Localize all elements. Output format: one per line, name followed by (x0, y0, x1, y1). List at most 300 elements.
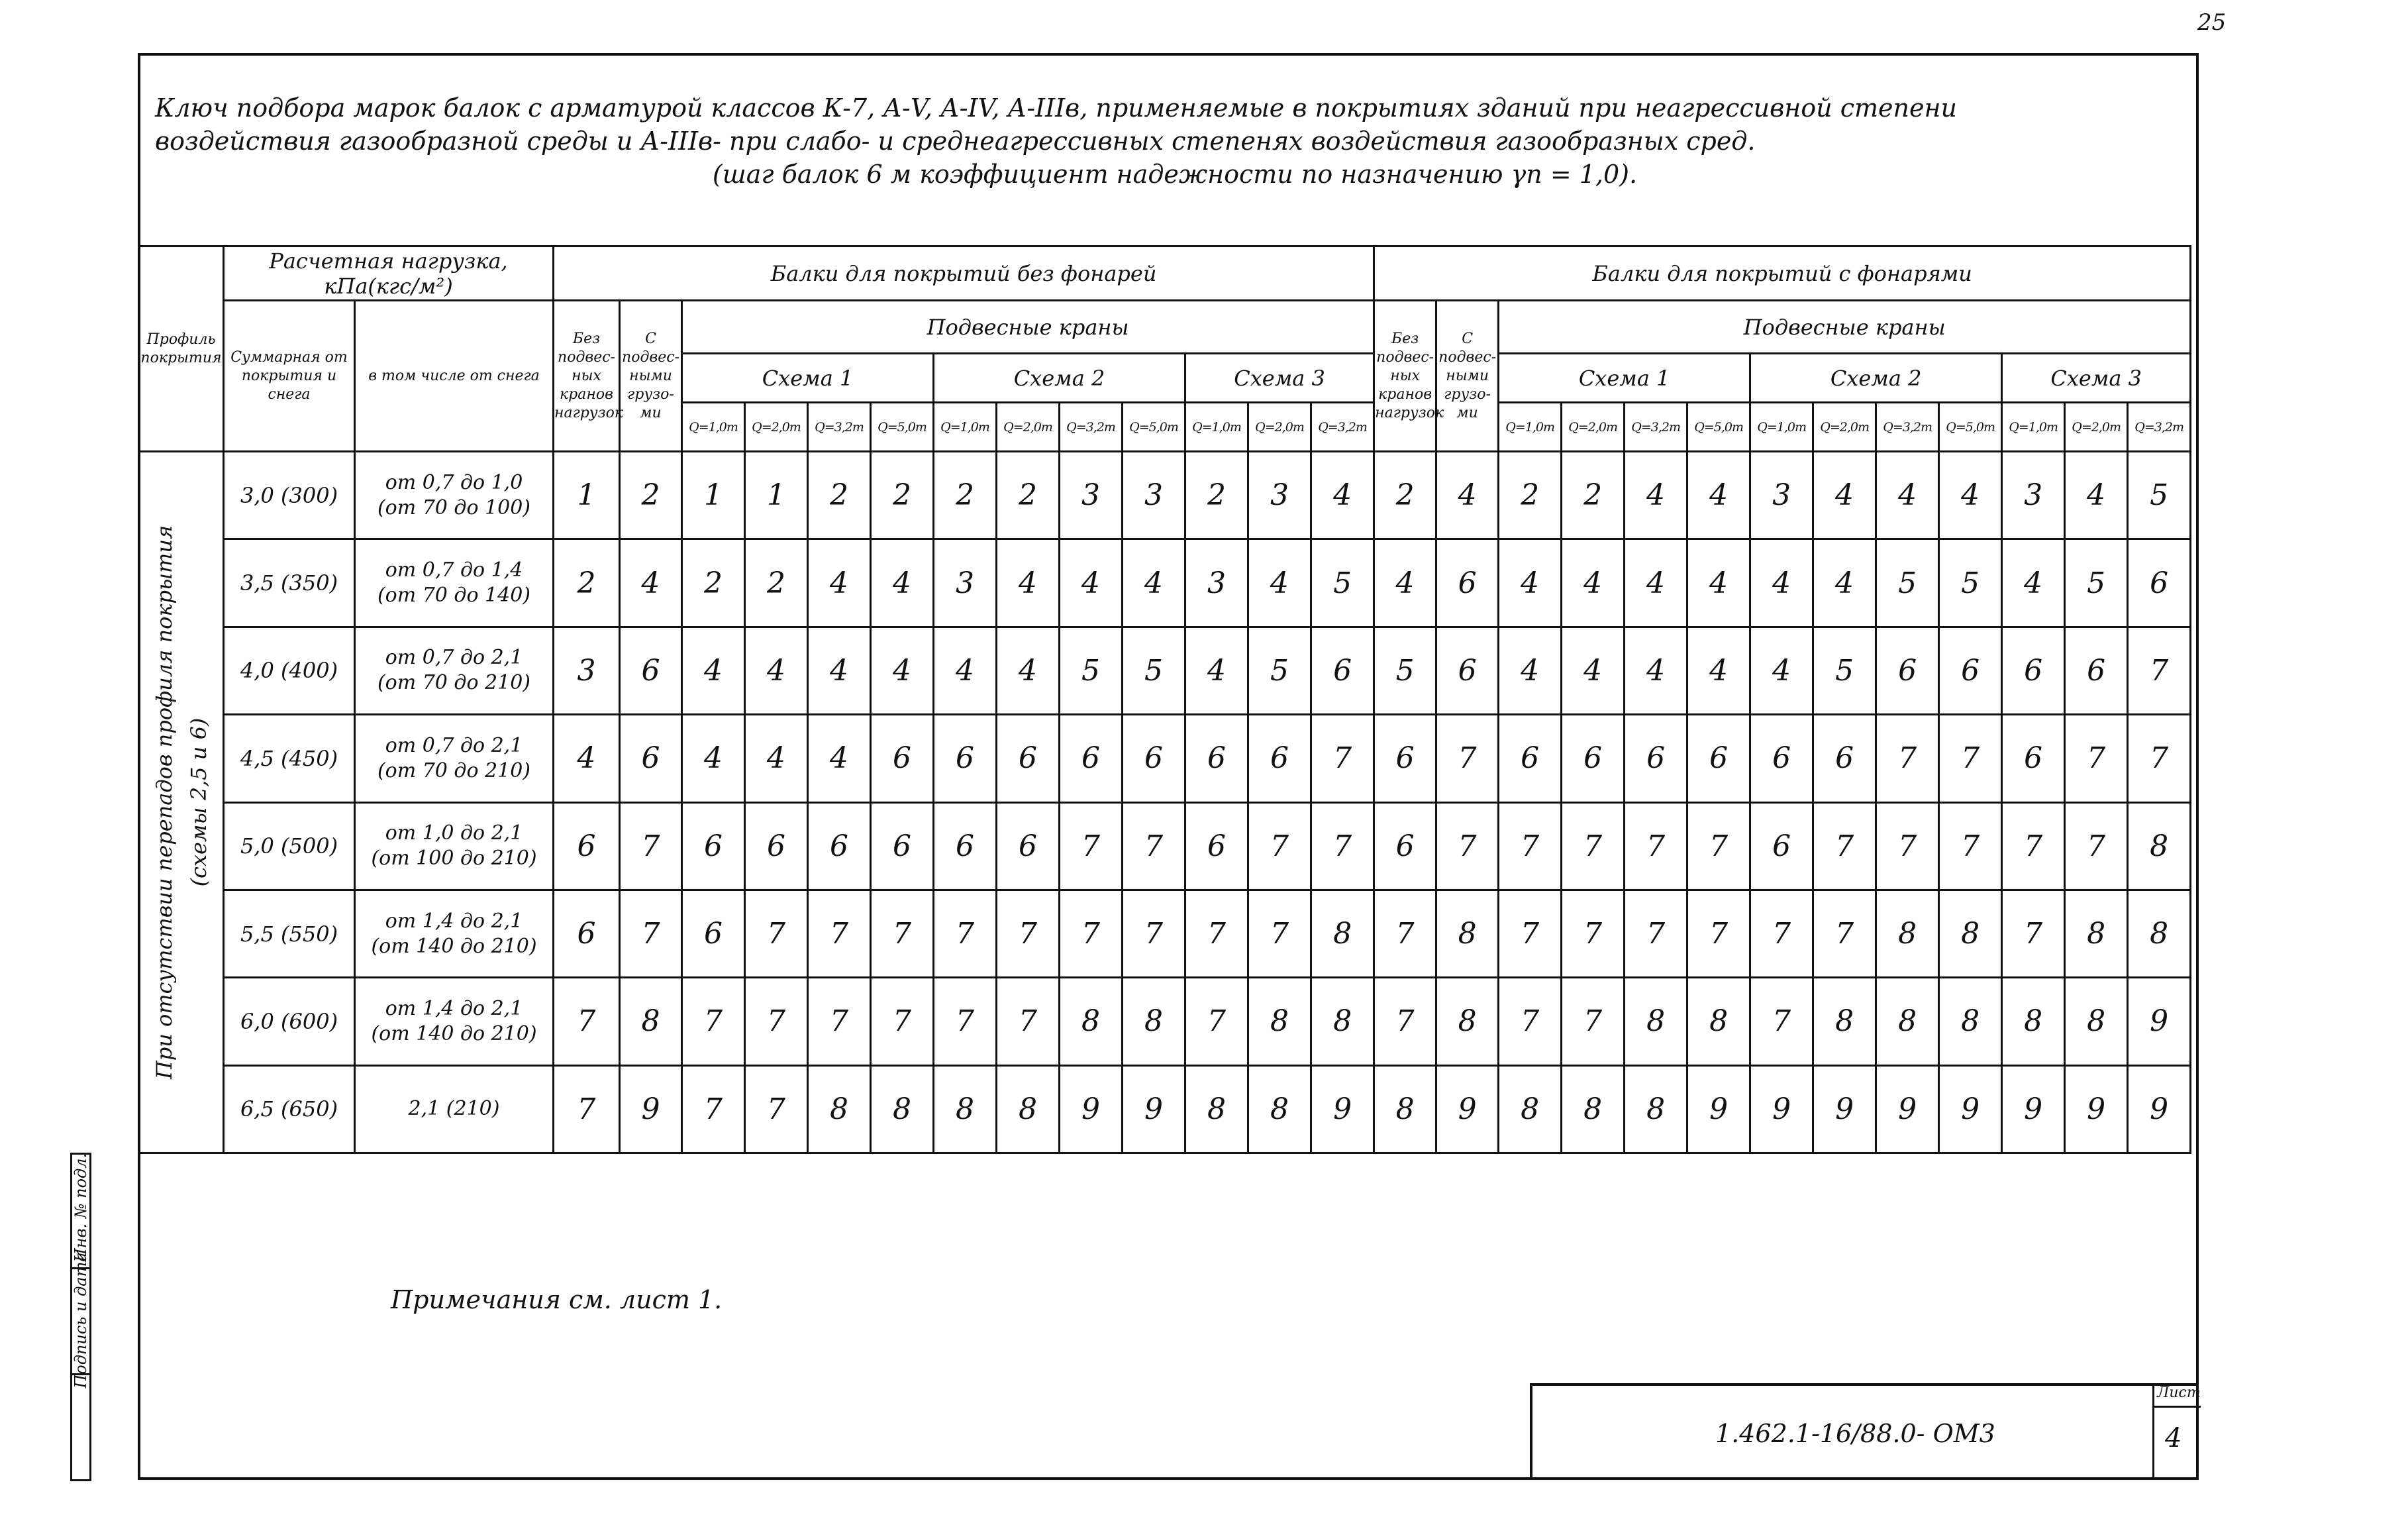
g1-schema-1-header: Схема 1 (682, 354, 934, 403)
beam-mark-cell: 7 (1939, 802, 2002, 890)
beam-mark-cell: 6 (1939, 627, 2002, 714)
beam-mark-cell: 6 (1436, 539, 1499, 627)
beam-mark-cell: 4 (1687, 539, 1750, 627)
side-stamp-signature: Подпись и дата (72, 1252, 90, 1388)
sheet-label: Лист (2157, 1385, 2201, 1401)
snow-load-range-kgf: (от 140 до 210) (371, 1021, 537, 1045)
beam-mark-cell: 8 (1813, 978, 1876, 1065)
page-number: 25 (2197, 9, 2227, 36)
beam-mark-cell: 7 (1562, 802, 1625, 890)
beam-mark-cell: 2 (934, 452, 997, 539)
beam-mark-cell: 6 (620, 627, 682, 714)
capacity-header: Q=3,2т (1311, 403, 1374, 452)
beam-mark-cell: 7 (620, 802, 682, 890)
beam-mark-cell: 6 (1374, 715, 1436, 802)
beam-mark-cell: 8 (1185, 1065, 1248, 1153)
capacity-header: Q=1,0т (1185, 403, 1248, 452)
beam-mark-cell: 2 (620, 452, 682, 539)
capacity-header: Q=2,0т (1248, 403, 1311, 452)
beam-mark-cell: 8 (1562, 1065, 1625, 1153)
table-row (139, 1065, 2191, 1153)
beam-mark-cell: 1 (682, 452, 745, 539)
beam-mark-cell: 6 (554, 890, 620, 977)
beam-mark-cell: 7 (1625, 890, 1687, 977)
beam-mark-cell: 7 (2128, 715, 2191, 802)
beam-mark-cell: 5 (1813, 627, 1876, 714)
beam-mark-cell: 7 (745, 890, 808, 977)
sum-load-cell: 4,5 (450) (224, 715, 355, 802)
beam-mark-cell: 4 (1813, 452, 1876, 539)
table-row (139, 802, 2191, 890)
beam-mark-cell: 4 (871, 627, 934, 714)
g1-schema-3-header: Схема 3 (1185, 354, 1374, 403)
beam-mark-cell: 3 (1185, 539, 1248, 627)
beam-mark-cell: 7 (1939, 715, 2002, 802)
beam-mark-cell: 7 (620, 890, 682, 977)
beam-mark-cell: 8 (997, 1065, 1060, 1153)
beam-mark-cell: 6 (997, 715, 1060, 802)
table-row (139, 452, 2191, 539)
g2-cranes-header: Подвесные краны (1499, 301, 2191, 354)
beam-mark-cell: 4 (1625, 452, 1687, 539)
beam-mark-cell: 4 (1750, 539, 1813, 627)
beam-mark-cell: 8 (1876, 978, 1939, 1065)
beam-mark-cell: 4 (682, 627, 745, 714)
beam-mark-cell: 4 (934, 627, 997, 714)
beam-mark-cell: 8 (2002, 978, 2065, 1065)
snow-load-cell (355, 539, 554, 627)
beam-mark-cell: 7 (2128, 627, 2191, 714)
beam-mark-cell: 5 (1123, 627, 1185, 714)
snow-load-cell (355, 715, 554, 802)
beam-mark-cell: 6 (2002, 715, 2065, 802)
sum-load-cell: 5,0 (500) (224, 802, 355, 890)
beam-mark-cell: 5 (2128, 452, 2191, 539)
g2-no-crane-header: Без подвес- ных кранов нагрузок (1374, 301, 1436, 452)
beam-mark-cell: 8 (1311, 978, 1374, 1065)
capacity-header: Q=5,0т (871, 403, 934, 452)
beam-mark-cell: 4 (1625, 627, 1687, 714)
sum-load-cell: 6,5 (650) (224, 1065, 355, 1153)
beam-mark-cell: 3 (1060, 452, 1123, 539)
snow-load-header: в том числе от снега (355, 301, 554, 452)
beam-mark-cell: 8 (1123, 978, 1185, 1065)
header-row-2 (139, 301, 2191, 354)
beam-mark-cell: 7 (1185, 890, 1248, 977)
beam-mark-cell: 4 (620, 539, 682, 627)
beam-mark-cell: 4 (1813, 539, 1876, 627)
beam-mark-cell: 7 (554, 978, 620, 1065)
beam-mark-cell: 8 (1876, 890, 1939, 977)
beam-mark-cell: 3 (2002, 452, 2065, 539)
snow-load-range: от 0,7 до 1,0 (385, 470, 523, 494)
beam-mark-cell: 7 (1436, 802, 1499, 890)
beam-mark-cell: 7 (1750, 978, 1813, 1065)
snow-load-range-kgf: (от 140 до 210) (371, 934, 537, 958)
beam-mark-cell: 7 (1876, 715, 1939, 802)
beam-mark-cell: 6 (745, 802, 808, 890)
beam-mark-cell: 4 (997, 539, 1060, 627)
notes-reference: Примечания см. лист 1. (391, 1285, 723, 1314)
beam-mark-cell: 1 (554, 452, 620, 539)
beam-mark-cell: 4 (1562, 539, 1625, 627)
capacity-header: Q=2,0т (997, 403, 1060, 452)
beam-mark-cell: 6 (1750, 802, 1813, 890)
beam-mark-cell: 8 (1248, 978, 1311, 1065)
beam-mark-cell: 9 (1813, 1065, 1876, 1153)
beam-mark-cell: 6 (1750, 715, 1813, 802)
beam-mark-cell: 7 (997, 978, 1060, 1065)
beam-mark-cell: 8 (2128, 802, 2191, 890)
capacity-header: Q=2,0т (2065, 403, 2128, 452)
capacity-header: Q=5,0т (1123, 403, 1185, 452)
beam-mark-cell: 2 (1374, 452, 1436, 539)
beam-mark-cell: 7 (808, 890, 871, 977)
beam-mark-cell: 8 (1436, 978, 1499, 1065)
beam-mark-cell: 6 (1499, 715, 1562, 802)
beam-mark-cell: 7 (1060, 890, 1123, 977)
beam-mark-cell: 9 (2065, 1065, 2128, 1153)
beam-mark-cell: 7 (1374, 890, 1436, 977)
beam-mark-cell: 3 (934, 539, 997, 627)
beam-mark-cell: 5 (1374, 627, 1436, 714)
beam-mark-cell: 5 (1876, 539, 1939, 627)
beam-mark-cell: 6 (682, 890, 745, 977)
beam-mark-cell: 4 (871, 539, 934, 627)
beam-mark-cell: 4 (808, 715, 871, 802)
beam-mark-cell: 3 (1123, 452, 1185, 539)
beam-mark-cell: 7 (871, 890, 934, 977)
snow-load-range: от 1,4 до 2,1 (385, 909, 523, 933)
beam-mark-cell: 9 (1687, 1065, 1750, 1153)
beam-mark-cell: 9 (1876, 1065, 1939, 1153)
beam-mark-cell: 6 (1687, 715, 1750, 802)
beam-mark-cell: 5 (1060, 627, 1123, 714)
beam-mark-cell: 8 (1499, 1065, 1562, 1153)
beam-mark-cell: 7 (1060, 802, 1123, 890)
snow-load-cell (355, 627, 554, 714)
g1-with-crane-header: С подвес- ными грузо- ми (620, 301, 682, 452)
beam-mark-cell: 6 (1436, 627, 1499, 714)
capacity-header: Q=5,0т (1939, 403, 2002, 452)
capacity-header: Q=2,0т (1813, 403, 1876, 452)
beam-mark-cell: 4 (1562, 627, 1625, 714)
sum-load-header: Суммарная от покрытия и снега (224, 301, 355, 452)
group-without-lanterns-header: Балки для покрытий без фонарей (554, 246, 1374, 301)
beam-mark-cell: 8 (2065, 890, 2128, 977)
beam-mark-cell: 7 (1499, 890, 1562, 977)
beam-mark-cell: 4 (1750, 627, 1813, 714)
g2-schema-2-header: Схема 2 (1750, 354, 2002, 403)
beam-mark-cell: 7 (745, 978, 808, 1065)
beam-mark-cell: 7 (1248, 802, 1311, 890)
beam-mark-cell: 6 (808, 802, 871, 890)
beam-mark-cell: 2 (1185, 452, 1248, 539)
beam-mark-cell: 9 (1939, 1065, 2002, 1153)
beam-mark-cell: 8 (808, 1065, 871, 1153)
beam-mark-cell: 7 (1436, 715, 1499, 802)
beam-mark-cell: 6 (2065, 627, 2128, 714)
beam-mark-cell: 8 (2065, 978, 2128, 1065)
profile-header: Профиль покрытия (139, 246, 224, 452)
beam-mark-cell: 8 (1374, 1065, 1436, 1153)
beam-mark-cell: 6 (997, 802, 1060, 890)
beam-mark-cell: 9 (1311, 1065, 1374, 1153)
capacity-header: Q=3,2т (2128, 403, 2191, 452)
title-line-1: Ключ подбора марок балок с арматурой классов К-7, А-V, А-IV, А-IIIв, применяемые в покрытиях зданий при неагрессивной степени (155, 93, 1957, 123)
beam-mark-cell: 7 (1813, 802, 1876, 890)
snow-load-cell (355, 978, 554, 1065)
beam-mark-cell: 2 (1562, 452, 1625, 539)
beam-mark-cell: 8 (1687, 978, 1750, 1065)
beam-mark-cell: 2 (871, 452, 934, 539)
sum-load-cell: 3,5 (350) (224, 539, 355, 627)
beam-mark-cell: 7 (808, 978, 871, 1065)
beam-mark-cell: 4 (1374, 539, 1436, 627)
beam-mark-cell: 6 (1876, 627, 1939, 714)
beam-mark-cell: 4 (1876, 452, 1939, 539)
beam-mark-cell: 6 (1625, 715, 1687, 802)
beam-mark-cell: 4 (1123, 539, 1185, 627)
table-row (139, 715, 2191, 802)
beam-mark-cell: 6 (871, 715, 934, 802)
beam-mark-cell: 5 (1311, 539, 1374, 627)
beam-mark-cell: 6 (1562, 715, 1625, 802)
beam-mark-cell: 8 (1060, 978, 1123, 1065)
beam-mark-cell: 8 (620, 978, 682, 1065)
beam-mark-cell: 6 (554, 802, 620, 890)
beam-mark-cell: 7 (1562, 890, 1625, 977)
beam-mark-cell: 4 (1436, 452, 1499, 539)
capacity-header: Q=2,0т (1562, 403, 1625, 452)
beam-mark-cell: 6 (934, 802, 997, 890)
snow-load-cell (355, 890, 554, 977)
beam-mark-cell: 8 (1436, 890, 1499, 977)
beam-mark-cell: 6 (1311, 627, 1374, 714)
snow-load-cell (355, 802, 554, 890)
beam-mark-cell: 6 (1185, 715, 1248, 802)
beam-mark-cell: 6 (2002, 627, 2065, 714)
beam-mark-cell: 7 (1876, 802, 1939, 890)
beam-mark-cell: 8 (1939, 890, 2002, 977)
beam-mark-cell: 6 (2128, 539, 2191, 627)
profile-cell (139, 452, 224, 1153)
document-code: 1.462.1-16/88.0- ОМ3 (1715, 1419, 1995, 1448)
beam-mark-cell: 4 (1939, 452, 2002, 539)
beam-mark-cell: 7 (1687, 890, 1750, 977)
g1-schema-2-header: Схема 2 (934, 354, 1185, 403)
beam-mark-cell: 9 (1060, 1065, 1123, 1153)
beam-mark-cell: 4 (554, 715, 620, 802)
table-row (139, 539, 2191, 627)
beam-mark-cell: 4 (1185, 627, 1248, 714)
beam-mark-cell: 6 (871, 802, 934, 890)
title-line-2: воздействия газообразной среды и А-IIIв- при слабо- и среднеагрессивных степенях воздействия газообразных сред. (155, 127, 1756, 156)
beam-mark-cell: 9 (2128, 978, 2191, 1065)
capacity-header: Q=3,2т (1876, 403, 1939, 452)
beam-mark-cell: 6 (682, 802, 745, 890)
beam-mark-cell: 7 (1123, 890, 1185, 977)
beam-mark-cell: 7 (1185, 978, 1248, 1065)
side-stamp-inv: Инв. № подл. (72, 1153, 90, 1263)
snow-load-range-kgf: (от 70 до 100) (377, 496, 531, 519)
beam-mark-cell: 4 (745, 715, 808, 802)
beam-mark-cell: 2 (997, 452, 1060, 539)
beam-mark-cell: 8 (1248, 1065, 1311, 1153)
beam-mark-cell: 9 (1750, 1065, 1813, 1153)
beam-mark-cell: 2 (745, 539, 808, 627)
capacity-header: Q=1,0т (1750, 403, 1813, 452)
beam-selection-table (138, 245, 2191, 1154)
beam-mark-cell: 6 (1123, 715, 1185, 802)
beam-mark-cell: 4 (1060, 539, 1123, 627)
beam-mark-cell: 7 (2002, 890, 2065, 977)
snow-load-range: от 0,7 до 2,1 (385, 646, 523, 670)
capacity-header: Q=1,0т (2002, 403, 2065, 452)
beam-mark-cell: 2 (808, 452, 871, 539)
group-with-lanterns-header: Балки для покрытий с фонарями (1374, 246, 2191, 301)
beam-mark-cell: 4 (1248, 539, 1311, 627)
beam-mark-cell: 7 (1248, 890, 1311, 977)
snow-load-cell (355, 452, 554, 539)
table-row (139, 978, 2191, 1065)
snow-load-range: 2,1 (210) (408, 1097, 500, 1121)
beam-mark-cell: 5 (1248, 627, 1311, 714)
sheet-divider (2154, 1406, 2201, 1408)
beam-mark-cell: 7 (1562, 978, 1625, 1065)
title-line-3: (шаг балок 6 м коэффициент надежности по назначению γn = 1,0). (712, 160, 1638, 189)
g1-no-crane-header: Без подвес- ных кранов нагрузок (554, 301, 620, 452)
snow-load-range: от 0,7 до 1,4 (385, 558, 523, 582)
beam-mark-cell: 7 (1374, 978, 1436, 1065)
beam-mark-cell: 4 (1687, 452, 1750, 539)
beam-mark-cell: 6 (1185, 802, 1248, 890)
beam-mark-cell: 4 (997, 627, 1060, 714)
beam-mark-cell: 4 (808, 627, 871, 714)
beam-mark-cell: 6 (1060, 715, 1123, 802)
snow-load-range-kgf: (от 70 до 210) (377, 758, 531, 782)
beam-mark-cell: 8 (871, 1065, 934, 1153)
beam-mark-cell: 7 (745, 1065, 808, 1153)
beam-mark-cell: 3 (1750, 452, 1813, 539)
beam-mark-cell: 7 (1750, 890, 1813, 977)
capacity-header: Q=2,0т (745, 403, 808, 452)
beam-mark-cell: 6 (1813, 715, 1876, 802)
beam-mark-cell: 2 (682, 539, 745, 627)
snow-load-range: от 1,4 до 2,1 (385, 996, 523, 1020)
beam-mark-cell: 6 (934, 715, 997, 802)
sum-load-cell: 6,0 (600) (224, 978, 355, 1065)
beam-mark-cell: 8 (934, 1065, 997, 1153)
g1-cranes-header: Подвесные краны (682, 301, 1374, 354)
beam-mark-cell: 4 (2065, 452, 2128, 539)
sheet-number: 4 (2165, 1423, 2182, 1453)
beam-mark-cell: 7 (1123, 802, 1185, 890)
title-block (155, 91, 2195, 191)
beam-mark-cell: 4 (745, 627, 808, 714)
capacity-header: Q=5,0т (1687, 403, 1750, 452)
beam-mark-cell: 3 (554, 627, 620, 714)
beam-mark-cell: 5 (2065, 539, 2128, 627)
capacity-header: Q=3,2т (808, 403, 871, 452)
snow-load-range-kgf: (от 70 до 210) (377, 671, 531, 695)
beam-mark-cell: 4 (2002, 539, 2065, 627)
beam-mark-cell: 7 (1311, 715, 1374, 802)
beam-mark-cell: 7 (1813, 890, 1876, 977)
beam-mark-cell: 7 (1499, 802, 1562, 890)
beam-mark-cell: 1 (745, 452, 808, 539)
profile-label-line-1: При отсутствии перепадов профиля покрытия (151, 525, 177, 1080)
capacity-header: Q=1,0т (1499, 403, 1562, 452)
profile-label-line-2: (схемы 2,5 и 6) (185, 717, 211, 887)
snow-load-range-kgf: (от 100 до 210) (371, 847, 537, 870)
beam-mark-cell: 2 (554, 539, 620, 627)
beam-mark-cell: 6 (620, 715, 682, 802)
beam-mark-cell: 5 (1939, 539, 2002, 627)
beam-mark-cell: 7 (682, 978, 745, 1065)
beam-mark-cell: 4 (1625, 539, 1687, 627)
beam-mark-cell: 7 (871, 978, 934, 1065)
beam-mark-cell: 7 (934, 890, 997, 977)
table-row (139, 890, 2191, 977)
beam-mark-cell: 4 (808, 539, 871, 627)
beam-mark-cell: 8 (1311, 890, 1374, 977)
beam-mark-cell: 7 (682, 1065, 745, 1153)
beam-mark-cell: 8 (1625, 1065, 1687, 1153)
snow-load-range: от 0,7 до 2,1 (385, 733, 523, 757)
beam-mark-cell: 4 (1499, 627, 1562, 714)
beam-mark-cell: 8 (2128, 890, 2191, 977)
header-row-1 (139, 246, 2191, 301)
g2-schema-3-header: Схема 3 (2002, 354, 2191, 403)
beam-mark-cell: 4 (1499, 539, 1562, 627)
side-stamp (70, 1153, 91, 1481)
snow-load-range: от 1,0 до 2,1 (385, 821, 523, 845)
beam-mark-cell: 6 (1248, 715, 1311, 802)
beam-mark-cell: 9 (2128, 1065, 2191, 1153)
load-header: Расчетная нагрузка, кПа(кгс/м²) (224, 246, 554, 301)
beam-mark-cell: 6 (1374, 802, 1436, 890)
capacity-header: Q=1,0т (934, 403, 997, 452)
g2-schema-1-header: Схема 1 (1499, 354, 1750, 403)
sum-load-cell: 4,0 (400) (224, 627, 355, 714)
beam-mark-cell: 9 (620, 1065, 682, 1153)
beam-mark-cell: 4 (1311, 452, 1374, 539)
profile-label (147, 525, 216, 1079)
snow-load-cell (355, 1065, 554, 1153)
beam-mark-cell: 2 (1499, 452, 1562, 539)
capacity-header: Q=3,2т (1625, 403, 1687, 452)
sheet-box (2152, 1383, 2199, 1480)
beam-mark-cell: 7 (2065, 802, 2128, 890)
beam-mark-cell: 7 (934, 978, 997, 1065)
beam-mark-cell: 9 (1123, 1065, 1185, 1153)
beam-mark-cell: 7 (1499, 978, 1562, 1065)
beam-mark-cell: 8 (1939, 978, 2002, 1065)
beam-mark-cell: 7 (1625, 802, 1687, 890)
beam-mark-cell: 7 (1687, 802, 1750, 890)
table-row (139, 627, 2191, 714)
g2-with-crane-header: С подвес- ными грузо- ми (1436, 301, 1499, 452)
beam-mark-cell: 3 (1248, 452, 1311, 539)
beam-mark-cell: 7 (1311, 802, 1374, 890)
beam-mark-cell: 8 (1625, 978, 1687, 1065)
beam-mark-cell: 7 (554, 1065, 620, 1153)
beam-mark-cell: 7 (2065, 715, 2128, 802)
sum-load-cell: 5,5 (550) (224, 890, 355, 977)
beam-mark-cell: 9 (1436, 1065, 1499, 1153)
beam-mark-cell: 9 (2002, 1065, 2065, 1153)
